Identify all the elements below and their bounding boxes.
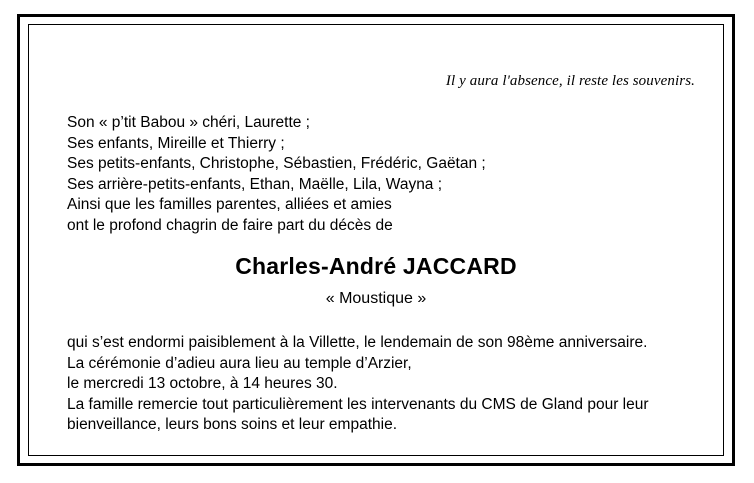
detail-line: le mercredi 13 octobre, à 14 heures 30. [67, 375, 338, 392]
death-notice-inner-border [28, 24, 724, 456]
epigraph-text: Il y aura l'absence, il reste les souvenirs. [445, 73, 695, 89]
family-line: ont le profond chagrin de faire part du décès de [67, 216, 393, 234]
family-line: Ses arrière-petits-enfants, Ethan, Maëlle, Lila, Wayna ; [67, 175, 443, 193]
detail-line: La cérémonie d’adieu aura lieu au temple d’Arzier, [67, 354, 412, 372]
deceased-name: Charles-André JACCARD [235, 253, 517, 279]
deceased-nickname: « Moustique » [325, 290, 427, 307]
detail-line: qui s’est endormi paisiblement à la Villette, le lendemain de son 98ème anniversaire. [67, 334, 648, 351]
family-announcement-block [67, 113, 486, 236]
ceremony-details-block [67, 333, 699, 436]
deceased-block [29, 253, 723, 308]
detail-line: La famille remercie tout particulièrement les intervenants du CMS de Gland pour leur bienveillance, leurs bons soins et leur empathie. [67, 395, 649, 433]
death-notice-outer-border [17, 14, 735, 466]
family-line: Son « p’tit Babou » chéri, Laurette ; [67, 114, 310, 131]
notice-content [29, 25, 723, 455]
family-line: Ses enfants, Mireille et Thierry ; [67, 134, 285, 152]
family-line: Ainsi que les familles parentes, alliées et amies [67, 196, 392, 213]
family-line: Ses petits-enfants, Christophe, Sébastien, Frédéric, Gaëtan ; [67, 155, 486, 172]
